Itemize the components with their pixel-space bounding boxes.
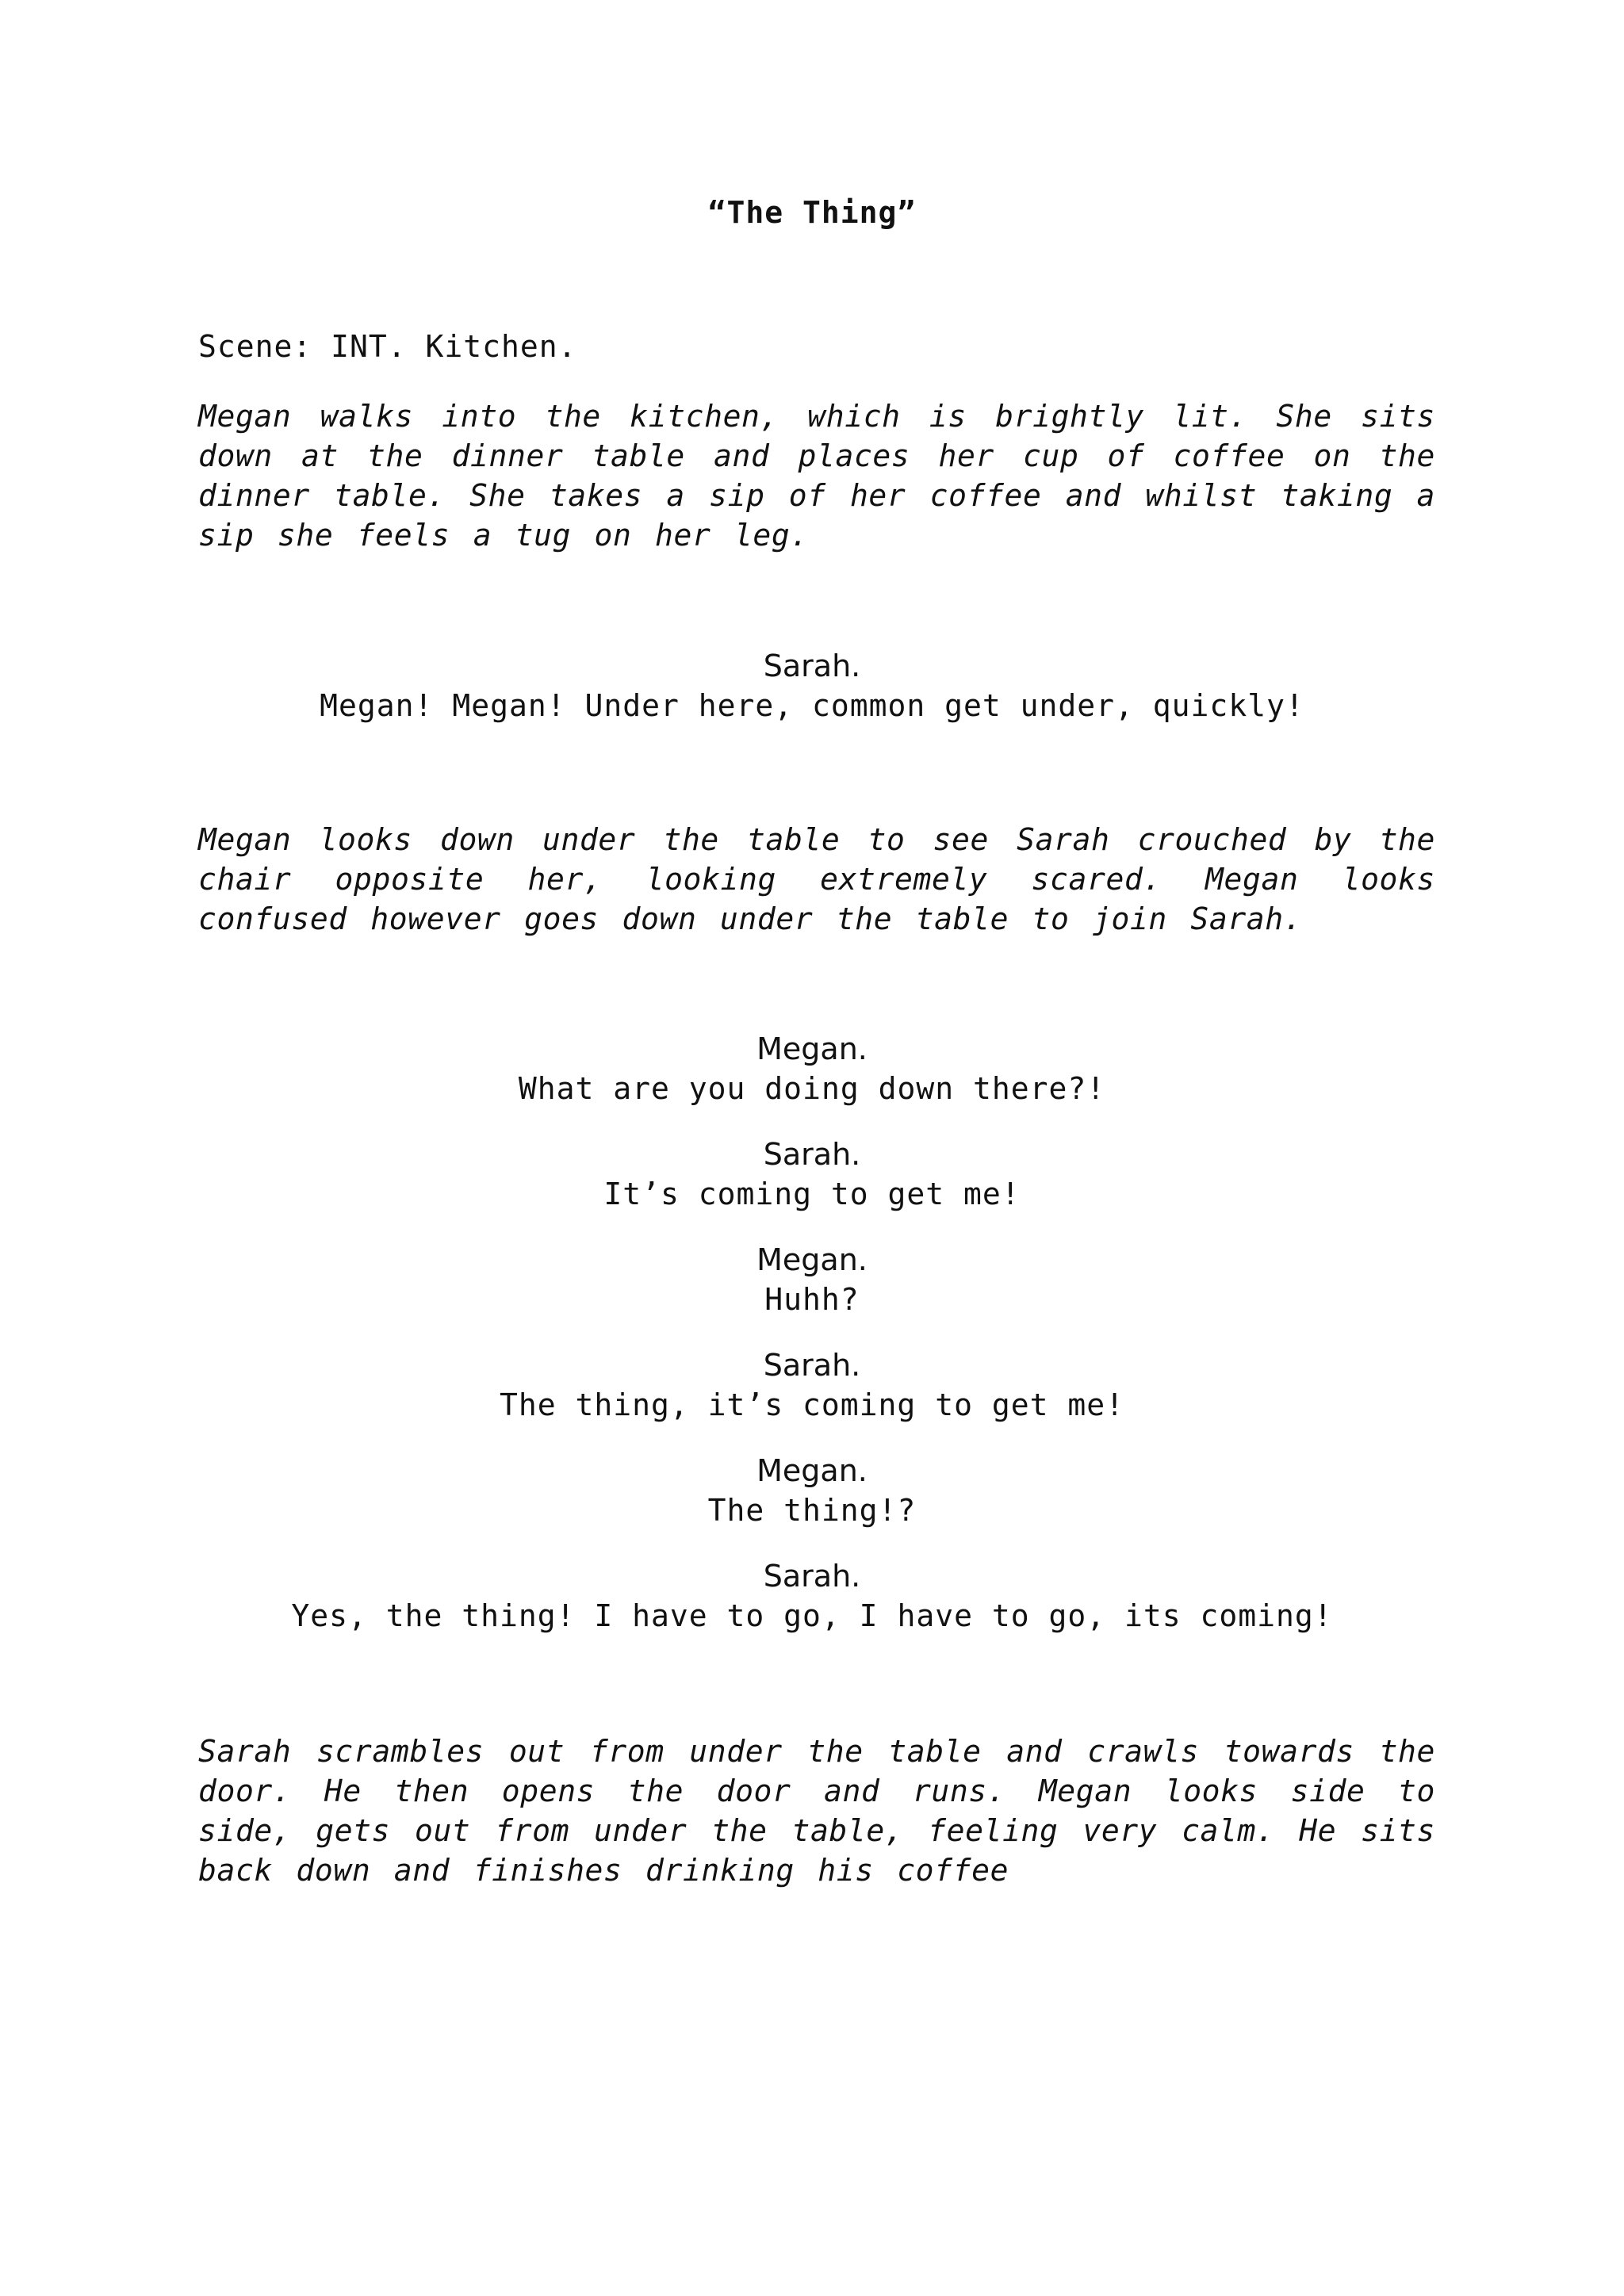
speaker-name: Sarah. bbox=[763, 1137, 861, 1172]
action-paragraph: Sarah scrambles out from under the table and crawls towards the door. He then opens the door and runs. Megan looks side to side, gets out from under the table, feeling very calm. He sits back down and finishes drinking his coffee bbox=[198, 1734, 1435, 1888]
dialogue-block bbox=[0, 1556, 1624, 1636]
dialogue-block bbox=[0, 1240, 1624, 1319]
scene-heading: Scene: INT. Kitchen. bbox=[198, 329, 577, 364]
dialogue-line: It’s coming to get me! bbox=[603, 1177, 1021, 1211]
speaker-name: Megan. bbox=[756, 1031, 868, 1066]
speaker-name: Megan. bbox=[756, 1242, 868, 1277]
action-paragraph: Megan looks down under the table to see Sarah crouched by the chair opposite her, looking extremely scared. Megan looks confused however goes down under the table to join Sarah. bbox=[198, 822, 1435, 936]
script-title: “The Thing” bbox=[707, 195, 917, 230]
speaker-name: Sarah. bbox=[763, 649, 861, 683]
action-paragraph: Megan walks into the kitchen, which is brightly lit. She sits down at the dinner table and places her cup of coffee on the dinner table. She takes a sip of her coffee and whilst taking a sip she feels a tug on her leg. bbox=[198, 399, 1435, 553]
dialogue-block bbox=[0, 646, 1624, 725]
dialogue-line: Megan! Megan! Under here, common get under, quickly! bbox=[320, 688, 1304, 723]
dialogue-block bbox=[0, 1345, 1624, 1425]
dialogue-block bbox=[0, 1029, 1624, 1108]
dialogue-block bbox=[0, 1135, 1624, 1214]
dialogue-line: The thing, it’s coming to get me! bbox=[500, 1387, 1124, 1422]
speaker-name: Sarah. bbox=[763, 1559, 861, 1594]
speaker-name: Megan. bbox=[756, 1453, 868, 1488]
dialogue-line: Huhh? bbox=[764, 1282, 860, 1317]
dialogue-line: What are you doing down there?! bbox=[518, 1071, 1106, 1106]
dialogue-line: Yes, the thing! I have to go, I have to go, its coming! bbox=[291, 1598, 1333, 1633]
speaker-name: Sarah. bbox=[763, 1348, 861, 1383]
dialogue-block bbox=[0, 1451, 1624, 1530]
dialogue-line: The thing!? bbox=[707, 1493, 917, 1528]
